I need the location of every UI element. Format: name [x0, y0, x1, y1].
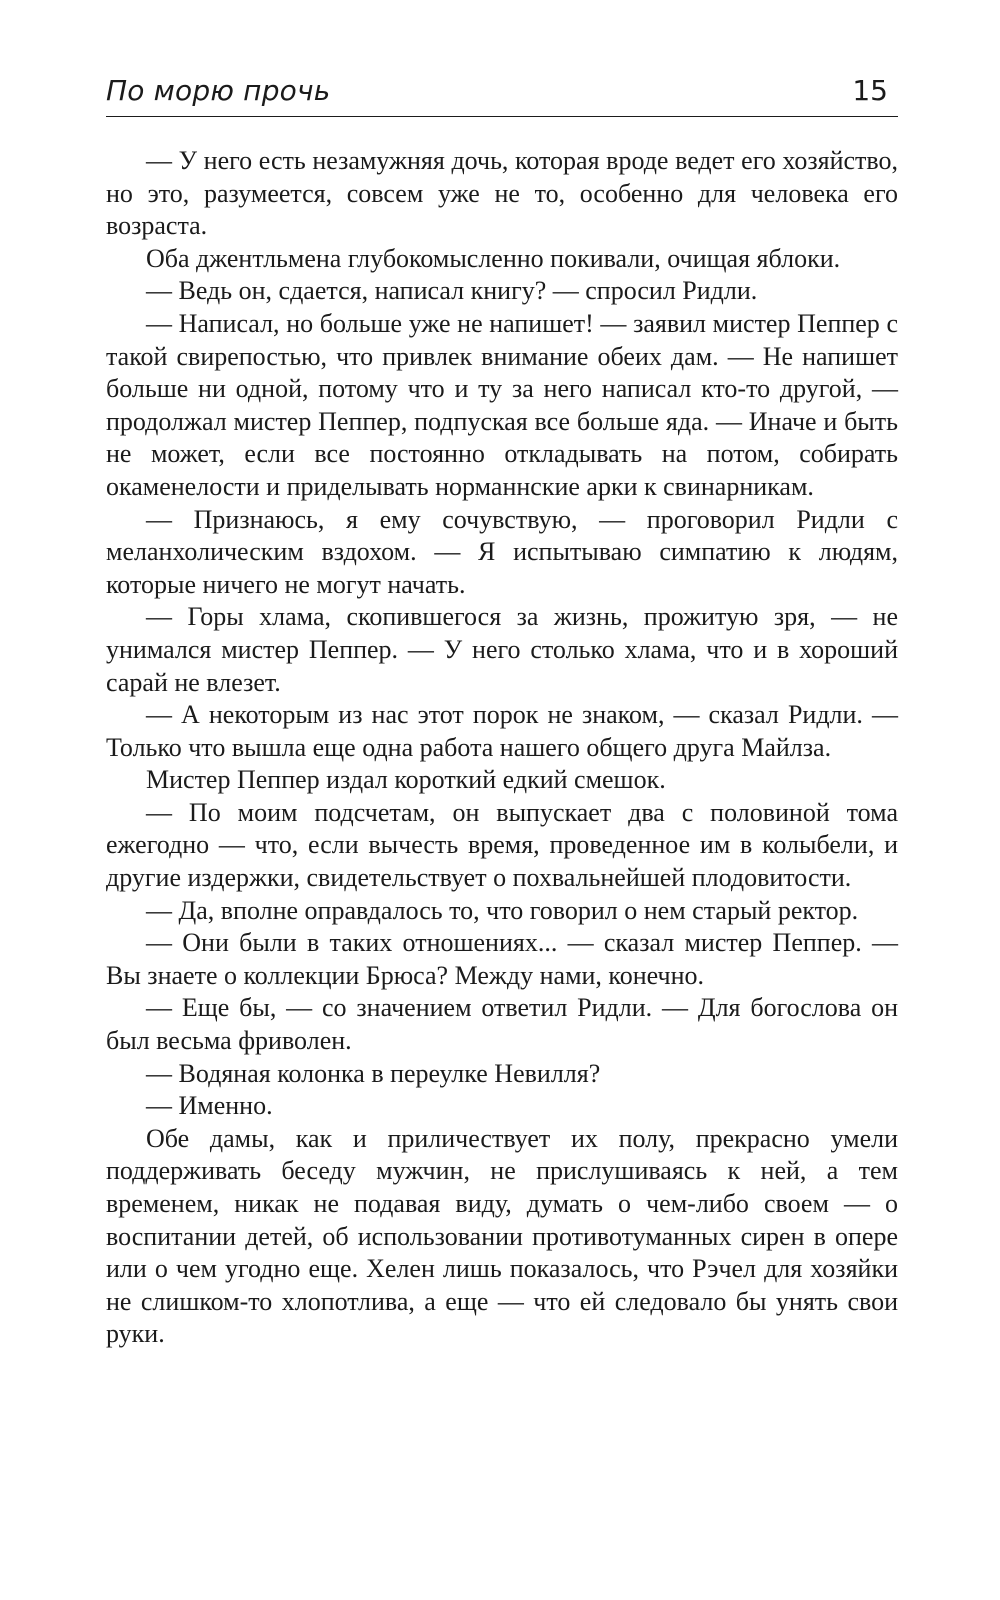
running-header — [106, 70, 898, 117]
paragraph: — По моим подсчетам, он выпускает два с половиной тома ежегодно — что, если вычесть время, проведенное им в колыбели, и другие издержки, свидетельствует о похвальнейшей плодовитости. — [106, 797, 898, 893]
paragraph: — А некоторым из нас этот порок не знаком, — сказал Ридли. — Только что вышла еще одна работа нашего общего друга Майлза. — [106, 700, 898, 762]
paragraph: — Признаюсь, я ему сочувствую, — проговорил Ридли с меланхолическим вздохом. — Я испытываю симпатию к людям, которые ничего не могут начать. — [106, 504, 898, 599]
paragraph: — Ведь он, сдается, написал книгу? — спросил Ридли. — [146, 276, 758, 306]
body-text — [106, 145, 898, 1351]
paragraph: — Они были в таких отношениях... — сказал мистер Пеппер. — Вы знаете о коллекции Брюса? Между нами, конечно. — [106, 928, 898, 990]
paragraph: Обе дамы, как и приличествует их полу, прекрасно умели поддерживать беседу мужчин, не прислушиваясь к ней, а тем временем, никак не подавая виду, думать о чем-либо своем — о воспитании детей, об использовании противотуманных сирен в опере или о чем угодно еще. Хелен лишь показалось, что Рэчел для хозяйки не слишком-то хлопотлива, а еще — что ей следовало бы унять свои руки. — [106, 1123, 898, 1349]
running-title: По морю прочь — [106, 74, 331, 107]
paragraph: — У него есть незамужняя дочь, которая вроде ведет его хозяйство, но это, разумеется, совсем уже не то, особенно для человека его возраста. — [106, 146, 898, 241]
paragraph: — Еще бы, — со значением ответил Ридли. — Для богослова он был весьма фриволен. — [106, 993, 898, 1056]
paragraph: — Именно. — [146, 1091, 273, 1121]
paragraph: Оба джентльмена глубокомысленно покивали, очищая яблоки. — [146, 243, 841, 273]
paragraph: — Горы хлама, скопившегося за жизнь, прожитую зря, — не унимался мистер Пеппер. — У него столько хлама, что и в хороший сарай не влезет. — [106, 602, 898, 697]
paragraph: — Водяная колонка в переулке Невилля? — [146, 1058, 601, 1088]
page-number: 15 — [852, 74, 888, 107]
book-page — [106, 70, 898, 1351]
paragraph: — Да, вполне оправдалось то, что говорил о нем старый ректор. — [146, 895, 859, 925]
paragraph: Мистер Пеппер издал короткий едкий смешок. — [146, 765, 666, 795]
paragraph: — Написал, но больше уже не напишет! — заявил мистер Пеппер с такой свирепостью, что привлек внимание обеих дам. — Не напишет больше ни одной, потому что и ту за него написал кто-то другой, — продолжал мистер Пеппер, подпуская все больше яда. — Иначе и быть не может, если все постоянно откладывать на потом, собирать окаменелости и приделывать норманнские арки к свинарникам. — [106, 308, 898, 501]
